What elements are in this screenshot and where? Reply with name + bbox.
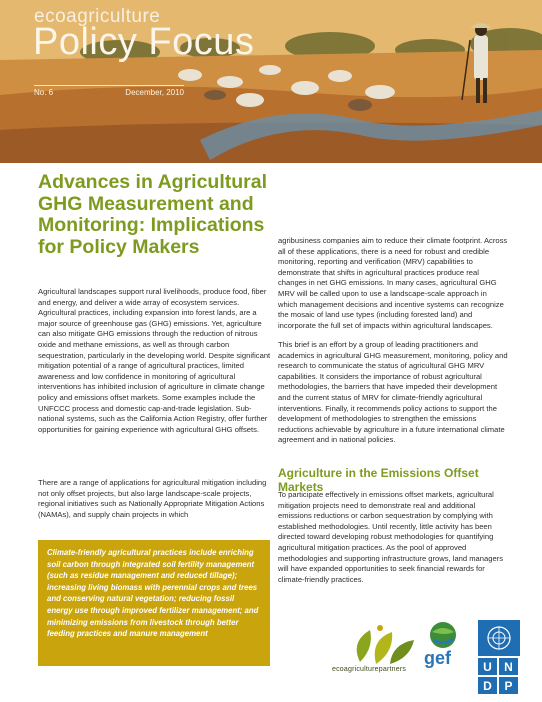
practices-callout: Climate-friendly agricultural practices include enriching soil carbon through integrated soil fertility management (such as residue management and reduced tillage); increasing living biomass with perennial crops and trees and conserving natural vegetation; reducing fossil energy use through improved fertilizer management; and minimizing emissions from livestock through better feeding practices and manure management — [38, 540, 270, 666]
undp-letter-p: P — [499, 677, 518, 694]
gef-globe-icon — [426, 620, 460, 650]
mrv-paragraph: agribusiness companies aim to reduce their climate footprint. Across all of these applications, there is a need for robust and credible monitoring, reporting and verification (MRV) capabilities to demonstrate that shifts in agricultural practices produce real changes in net GHG emissions. In many cases, agricultural GHG MRV will be called upon to use a landscape-scale approach in which management decisions and incentive systems can recognize the mosaic of land use types (including forested land) and incorporate the full set of impacts within agricultural landscapes. — [278, 236, 508, 330]
section-heading-offset-markets: Agriculture in the Emissions Offset Markets — [278, 466, 479, 494]
undp-letter-n: N — [499, 658, 518, 675]
applications-paragraph: There are a range of applications for agricultural mitigation including not only offset projects, but also large landscape-scale projects, regional initiatives such as Nationally Appropriate Mitigation Actions (NAMAs), and supply chain projects in which — [38, 478, 267, 519]
undp-letter-u: U — [478, 658, 497, 675]
undp-letter-d: D — [478, 677, 497, 694]
gef-logo-text: gef — [424, 648, 451, 668]
offset-markets-paragraph: To participate effectively in emissions offset markets, agricultural mitigation projects need to demonstrate real and additional emissions reductions or carbon sequestration by complying with established methodologies. Until recently, little activity has been directed toward developing robust methodologies for quantifying agricultural mitigation practices. As the pool of approved methodologies and supporting infrastructure grows, land managers will have expanded opportunities to seek financial rewards for climate-friendly practices. — [278, 490, 503, 584]
ecoagriculture-leaf-icon — [340, 622, 430, 668]
series-title: Policy Focus — [33, 21, 255, 63]
document-title: Advances in Agricultural GHG Measurement and Monitoring: Implications for Policy Makers — [38, 171, 268, 258]
series-name: ecoagriculture — [34, 6, 161, 27]
un-emblem-icon — [478, 620, 520, 656]
issue-number: No. 6 — [34, 87, 54, 97]
issue-bar — [34, 85, 184, 98]
partner-logos — [330, 620, 542, 702]
ecoagriculture-logo-text: ecoagriculturepartners — [332, 666, 407, 673]
brief-paragraph: This brief is an effort by a group of leading practitioners and academics in agricultural GHG measurement, monitoring, policy and research to communicate the status of agricultural GHG MRV capabilities. It considers the importance of robust agricultural methodologies, the barriers that have impeded their development and the current status of MRV for climate-friendly agricultural interventions. Finally, it recommends policy actions to support the development of methodologies to strengthen the emissions reductions achievable by agriculture in a future international climate agreement and in national policies. — [278, 340, 508, 445]
intro-paragraph: Agricultural landscapes support rural livelihoods, produce food, fiber and energy, and deliver a wide array of ecosystem services. Agricultural practices, including expansion into forest lands, are a major source of greenhouse gas (GHG) emissions. Yet, agriculture can also mitigate GHG emissions through the reduction of nitrous oxide and methane emissions, as well as through carbon sequestration, particularly in the developing world. Despite significant mitigation potential of a range of agricultural practices, limited awareness and low confidence in monitoring of agricultural interventions has inhibited inclusion of agriculture in climate change policy and emissions offset markets. Some examples include the UNFCCC process and domestic cap-and-trade legislation. Sub-national systems, such as the California Action Registry, offer further opportunities for gaining experience with agricultural GHG offsets. — [38, 287, 271, 434]
masthead-photo — [0, 0, 542, 163]
issue-date: December, 2010 — [125, 87, 184, 97]
undp-logo — [478, 620, 520, 696]
